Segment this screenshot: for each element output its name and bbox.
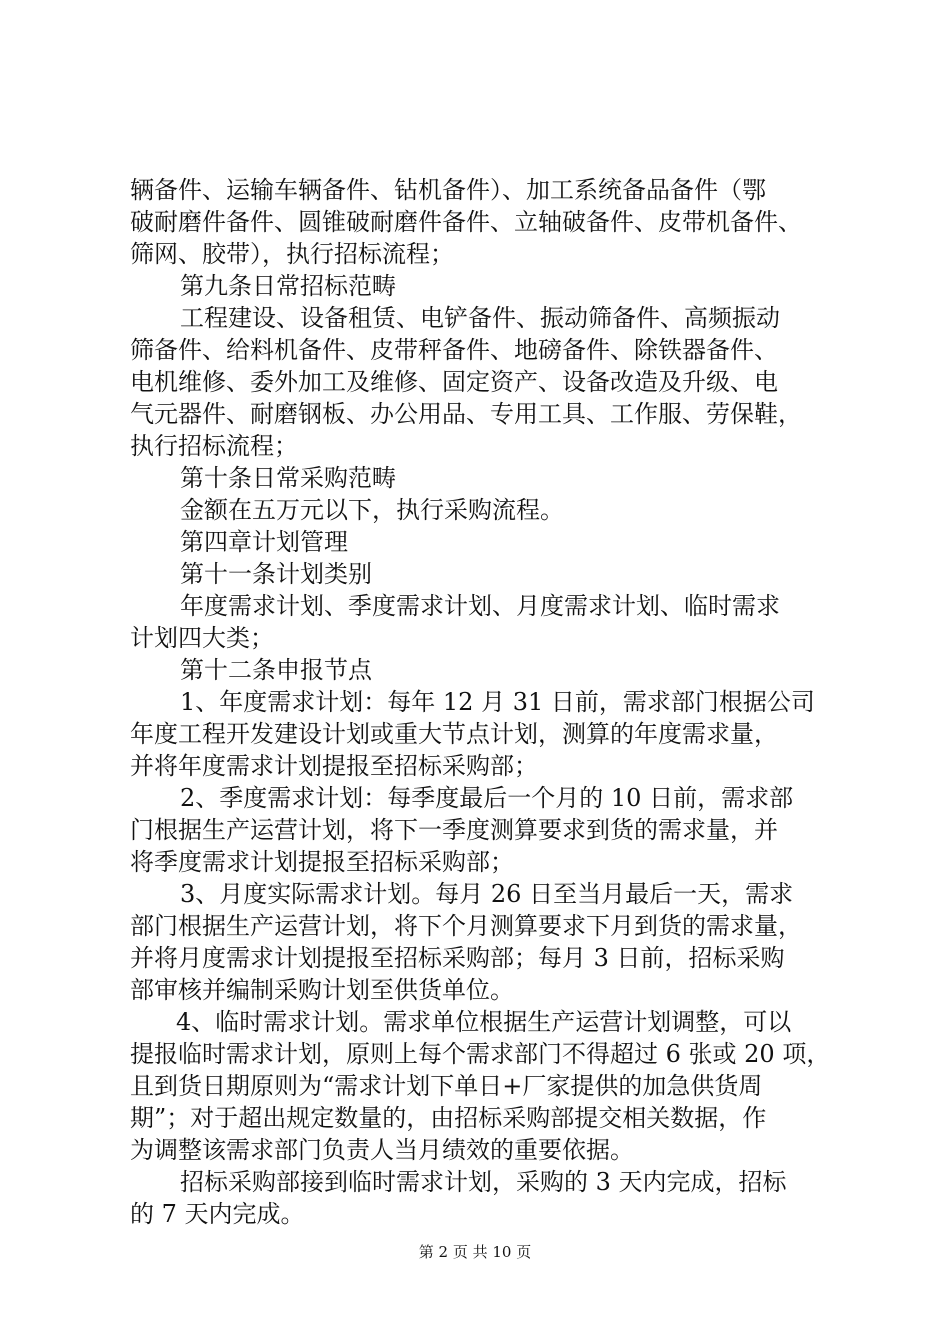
section-heading: 第十二条申报节点 (180, 656, 372, 684)
text-line: 筛备件、给料机备件、皮带秤备件、地磅备件、除铁器备件、 (130, 336, 778, 364)
text-line: 辆备件、运输车辆备件、钻机备件）、加工系统备品备件（鄂 (130, 176, 766, 204)
text-line: 年度需求计划、季度需求计划、月度需求计划、临时需求 (180, 592, 780, 620)
text-line: 期”；对于超出规定数量的，由招标采购部提交相关数据，作 (130, 1104, 767, 1132)
text-line: 4、临时需求计划。需求单位根据生产运营计划调整，可以 (176, 1008, 792, 1036)
page-number-footer: 第 2 页 共 10 页 (418, 1243, 532, 1261)
text-line: 工程建设、设备租赁、电铲备件、振动筛备件、高频振动 (180, 304, 780, 332)
text-line: 招标采购部接到临时需求计划，采购的 3 天内完成，招标 (180, 1168, 787, 1196)
text-line: 部审核并编制采购计划至供货单位。 (130, 976, 514, 1004)
section-heading: 第十条日常采购范畴 (180, 464, 396, 492)
section-heading: 第九条日常招标范畴 (180, 272, 396, 300)
text-line: 为调整该需求部门负责人当月绩效的重要依据。 (130, 1136, 634, 1164)
text-line: 的 7 天内完成。 (130, 1200, 305, 1228)
text-line: 气元器件、耐磨钢板、办公用品、专用工具、工作服、劳保鞋， (130, 400, 802, 428)
text-line: 电机维修、委外加工及维修、固定资产、设备改造及升级、电 (130, 368, 778, 396)
text-line: 破耐磨件备件、圆锥破耐磨件备件、立轴破备件、皮带机备件、 (130, 208, 802, 236)
text-line: 并将月度需求计划提报至招标采购部；每月 3 日前，招标采购 (130, 944, 785, 972)
text-line: 门根据生产运营计划，将下一季度测算要求到货的需求量，并 (130, 816, 778, 844)
text-line: 筛网、胶带），执行招标流程； (130, 240, 454, 268)
text-line: 部门根据生产运营计划，将下个月测算要求下月到货的需求量， (130, 912, 802, 940)
text-line: 提报临时需求计划，原则上每个需求部门不得超过 6 张或 20 项， (130, 1040, 831, 1068)
text-line: 计划四大类； (130, 624, 274, 652)
text-line: 1、年度需求计划：每年 12 月 31 日前，需求部门根据公司 (180, 688, 815, 716)
text-line: 3、月度实际需求计划。每月 26 日至当月最后一天，需求 (180, 880, 794, 908)
text-line: 年度工程开发建设计划或重大节点计划，测算的年度需求量， (130, 720, 778, 748)
text-line: 并将年度需求计划提报至招标采购部； (130, 752, 538, 780)
chapter-heading: 第四章计划管理 (180, 528, 348, 556)
text-line: 执行招标流程； (130, 432, 298, 460)
text-line: 金额在五万元以下，执行采购流程。 (180, 496, 564, 524)
section-heading: 第十一条计划类别 (180, 560, 372, 588)
text-line: 2、季度需求计划：每季度最后一个月的 10 日前，需求部 (180, 784, 794, 812)
text-line: 将季度需求计划提报至招标采购部； (130, 848, 514, 876)
text-line: 且到货日期原则为“需求计划下单日+厂家提供的加急供货周 (130, 1072, 763, 1100)
document-body (130, 174, 836, 1230)
